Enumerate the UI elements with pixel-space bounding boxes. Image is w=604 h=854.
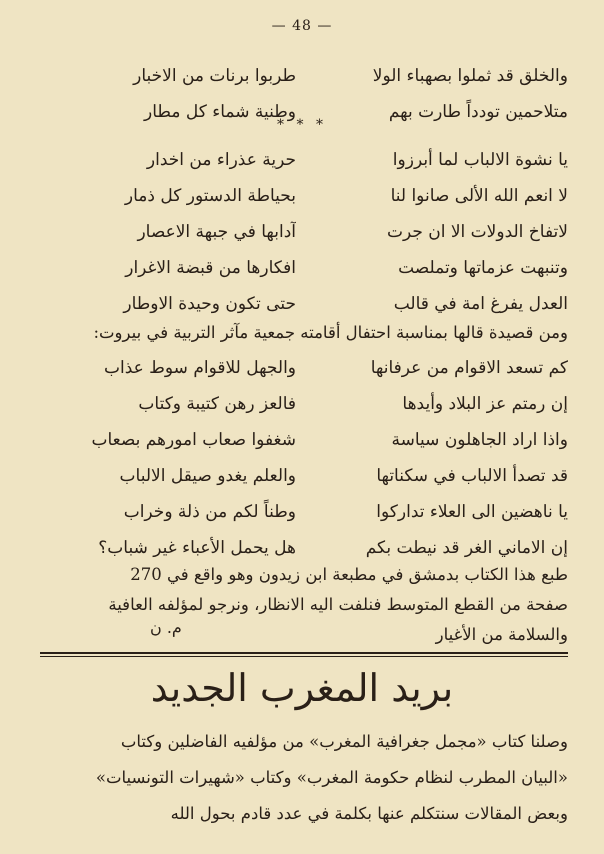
verse-second-hemistich: وطناً لكم من ذلة وخراب xyxy=(123,502,296,522)
verse-first-hemistich: كم تسعد الاقوام من عرفانها xyxy=(370,358,568,378)
verse-second-hemistich: آدابها في جبهة الاعصار xyxy=(137,222,296,242)
verse-second-hemistich: افكارها من قبضة الاغرار xyxy=(125,258,296,278)
verse-row xyxy=(40,142,568,178)
divider-rule xyxy=(40,652,568,654)
verse-row xyxy=(40,250,568,286)
verse-second-hemistich: هل يحمل الأعباء غير شباب؟ xyxy=(98,538,296,558)
verse-row xyxy=(40,178,568,214)
news-line: وصلنا كتاب «مجمل جغرافية المغرب» من مؤلفيه الفاضلين وكتاب xyxy=(120,732,568,751)
verse-second-hemistich: حتى تكون وحيدة الاوطار xyxy=(123,294,296,314)
verse-first-hemistich: واذا اراد الجاهلون سياسة xyxy=(391,430,568,450)
verse-row xyxy=(40,458,568,494)
verse-second-hemistich: فالعز رهن كتيبة وكتاب xyxy=(138,394,296,414)
verse-first-hemistich: لاتفاخ الدولات الا ان جرت xyxy=(386,222,568,242)
verse-row xyxy=(40,58,568,94)
closing-line: والسلامة من الأغيار xyxy=(435,625,568,644)
verse-first-hemistich: العدل يفرغ امة في قالب xyxy=(393,294,568,314)
verse-first-hemistich: والخلق قد ثملوا بصهباء الولا xyxy=(372,66,568,86)
section-separator: * * * xyxy=(277,117,327,133)
verse-first-hemistich: إن رمتم عز البلاد وأيدها xyxy=(402,394,568,414)
verse-second-hemistich: والعلم يغدو صيقل الالباب xyxy=(119,466,296,486)
verse-row xyxy=(40,386,568,422)
verse-first-hemistich: يا ناهضين الى العلاء تداركوا xyxy=(376,502,568,522)
closing-line: صفحة من القطع المتوسط فنلفت اليه الانظار، ونرجو لمؤلفه العافية xyxy=(108,595,568,614)
verse-row xyxy=(40,350,568,386)
verse-row xyxy=(40,422,568,458)
verse-first-hemistich: وتنبهت عزماتها وتملصت xyxy=(398,258,568,278)
verse-first-hemistich: لا انعم الله الألى صانوا لنا xyxy=(390,186,568,206)
verse-row xyxy=(40,214,568,250)
page-number: — 48 — xyxy=(271,18,333,34)
verse-first-hemistich: قد تصدأ الالباب في سكناتها xyxy=(376,466,568,486)
news-line: «البيان المطرب لنظام حكومة المغرب» وكتاب «شهيرات التونسيات» xyxy=(95,768,568,787)
divider-rule xyxy=(40,656,568,657)
verse-second-hemistich: بحياطة الدستور كل ذمار xyxy=(124,186,296,206)
verse-second-hemistich: حرية عذراء من اخدار xyxy=(146,150,296,170)
closing-line: طبع هذا الكتاب بدمشق في مطبعة ابن زيدون وهو واقع في 270 xyxy=(130,565,568,584)
verse-second-hemistich: طربوا برنات من الاخبار xyxy=(133,66,296,86)
verse-second-hemistich: شغفوا صعاب امورهم بصعاب xyxy=(91,430,296,450)
verse-second-hemistich: والجهل للاقوام سوط عذاب xyxy=(103,358,296,378)
news-line: وبعض المقالات سنتكلم عنها بكلمة في عدد قادم بحول الله xyxy=(170,804,568,823)
section-heading: بريد المغرب الجديد xyxy=(150,666,454,710)
verse-first-hemistich: متلاحمين تودداً طارت بهم xyxy=(388,102,568,122)
verse-first-hemistich: يا نشوة الالباب لما أبرزوا xyxy=(392,150,568,170)
verse-row xyxy=(40,494,568,530)
verse-row xyxy=(40,286,568,322)
verse-second-hemistich: وطنية شماء كل مطار xyxy=(144,102,296,122)
poem-introduction: ومن قصيدة قالها بمناسبة احتفال أقامته جمعية مآثر التربية في بيروت: xyxy=(93,323,568,342)
verse-first-hemistich: إن الاماني الغر قد نيطت بكم xyxy=(365,538,568,558)
author-signature: م. ن xyxy=(150,618,182,637)
